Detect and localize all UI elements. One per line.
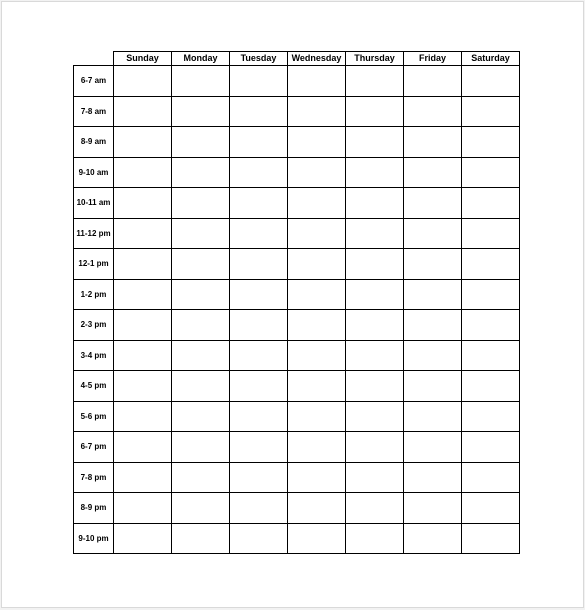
schedule-cell[interactable] [288, 157, 346, 188]
table-row [74, 401, 520, 432]
schedule-cell[interactable] [462, 310, 520, 341]
table-row [74, 249, 520, 280]
day-header-sunday: Sunday [114, 52, 172, 66]
schedule-cell[interactable] [462, 249, 520, 280]
schedule-cell[interactable] [288, 249, 346, 280]
schedule-cell[interactable] [462, 127, 520, 158]
schedule-cell[interactable] [230, 371, 288, 402]
table-row [74, 523, 520, 554]
schedule-cell[interactable] [462, 340, 520, 371]
schedule-cell[interactable] [230, 462, 288, 493]
schedule-cell[interactable] [172, 340, 230, 371]
schedule-cell[interactable] [288, 279, 346, 310]
schedule-cell[interactable] [462, 523, 520, 554]
schedule-cell[interactable] [462, 462, 520, 493]
schedule-cell[interactable] [172, 462, 230, 493]
schedule-cell[interactable] [114, 127, 172, 158]
schedule-cell[interactable] [404, 218, 462, 249]
schedule-cell[interactable] [114, 249, 172, 280]
table-row [74, 96, 520, 127]
schedule-cell[interactable] [230, 188, 288, 219]
table-row [74, 66, 520, 97]
schedule-cell[interactable] [462, 66, 520, 97]
schedule-cell[interactable] [114, 188, 172, 219]
schedule-cell[interactable] [172, 218, 230, 249]
schedule-cell[interactable] [288, 432, 346, 463]
time-slot-label: 7-8 pm [74, 462, 114, 493]
time-slot-label: 2-3 pm [74, 310, 114, 341]
schedule-cell[interactable] [230, 493, 288, 524]
schedule-cell[interactable] [346, 462, 404, 493]
table-row [74, 371, 520, 402]
schedule-cell[interactable] [462, 401, 520, 432]
time-slot-label: 9-10 am [74, 157, 114, 188]
schedule-cell[interactable] [172, 493, 230, 524]
schedule-cell[interactable] [462, 218, 520, 249]
schedule-cell[interactable] [288, 127, 346, 158]
schedule-cell[interactable] [288, 66, 346, 97]
schedule-cell[interactable] [404, 310, 462, 341]
schedule-cell[interactable] [172, 249, 230, 280]
schedule-cell[interactable] [230, 157, 288, 188]
day-header-tuesday: Tuesday [230, 52, 288, 66]
schedule-cell[interactable] [288, 340, 346, 371]
schedule-cell[interactable] [288, 96, 346, 127]
schedule-cell[interactable] [462, 157, 520, 188]
schedule-cell[interactable] [172, 96, 230, 127]
time-slot-label: 3-4 pm [74, 340, 114, 371]
schedule-cell[interactable] [114, 310, 172, 341]
time-slot-label: 1-2 pm [74, 279, 114, 310]
schedule-cell[interactable] [346, 279, 404, 310]
schedule-cell[interactable] [114, 218, 172, 249]
schedule-cell[interactable] [404, 96, 462, 127]
table-row [74, 127, 520, 158]
schedule-cell[interactable] [172, 432, 230, 463]
table-row [74, 310, 520, 341]
schedule-cell[interactable] [172, 157, 230, 188]
schedule-cell[interactable] [346, 188, 404, 219]
schedule-cell[interactable] [172, 401, 230, 432]
schedule-cell[interactable] [346, 523, 404, 554]
schedule-cell[interactable] [230, 340, 288, 371]
schedule-cell[interactable] [288, 462, 346, 493]
time-slot-label: 5-6 pm [74, 401, 114, 432]
time-slot-label: 11-12 pm [74, 218, 114, 249]
schedule-cell[interactable] [230, 249, 288, 280]
schedule-cell[interactable] [462, 279, 520, 310]
schedule-cell[interactable] [114, 523, 172, 554]
table-row [74, 279, 520, 310]
schedule-cell[interactable] [172, 523, 230, 554]
schedule-cell[interactable] [172, 188, 230, 219]
schedule-cell[interactable] [288, 218, 346, 249]
schedule-cell[interactable] [114, 462, 172, 493]
time-slot-label: 9-10 pm [74, 523, 114, 554]
time-slot-label: 8-9 pm [74, 493, 114, 524]
day-header-thursday: Thursday [346, 52, 404, 66]
time-slot-label: 12-1 pm [74, 249, 114, 280]
time-slot-label: 7-8 am [74, 96, 114, 127]
schedule-cell[interactable] [172, 310, 230, 341]
schedule-cell[interactable] [172, 279, 230, 310]
schedule-cell[interactable] [288, 401, 346, 432]
table-row [74, 188, 520, 219]
day-header-saturday: Saturday [462, 52, 520, 66]
time-slot-label: 8-9 am [74, 127, 114, 158]
table-row [74, 218, 520, 249]
schedule-cell[interactable] [346, 493, 404, 524]
schedule-cell[interactable] [346, 218, 404, 249]
schedule-cell[interactable] [114, 401, 172, 432]
schedule-cell[interactable] [288, 523, 346, 554]
schedule-cell[interactable] [114, 157, 172, 188]
schedule-cell[interactable] [404, 279, 462, 310]
schedule-cell[interactable] [172, 66, 230, 97]
table-row [74, 157, 520, 188]
schedule-cell[interactable] [404, 371, 462, 402]
schedule-cell[interactable] [404, 432, 462, 463]
table-row [74, 462, 520, 493]
schedule-cell[interactable] [404, 188, 462, 219]
schedule-cell[interactable] [114, 66, 172, 97]
schedule-cell[interactable] [346, 432, 404, 463]
table-row [74, 340, 520, 371]
schedule-cell[interactable] [462, 371, 520, 402]
schedule-cell[interactable] [346, 340, 404, 371]
schedule-cell[interactable] [230, 523, 288, 554]
schedule-cell[interactable] [230, 401, 288, 432]
schedule-cell[interactable] [230, 279, 288, 310]
schedule-cell[interactable] [230, 432, 288, 463]
schedule-cell[interactable] [230, 218, 288, 249]
schedule-cell[interactable] [346, 249, 404, 280]
schedule-cell[interactable] [114, 279, 172, 310]
schedule-cell[interactable] [346, 310, 404, 341]
corner-cell [74, 52, 114, 66]
schedule-cell[interactable] [230, 66, 288, 97]
day-header-row [74, 52, 520, 66]
schedule-cell[interactable] [404, 462, 462, 493]
schedule-cell[interactable] [114, 371, 172, 402]
weekly-schedule-table [73, 51, 520, 554]
time-slot-label: 6-7 am [74, 66, 114, 97]
schedule-cell[interactable] [114, 432, 172, 463]
schedule-cell[interactable] [404, 157, 462, 188]
schedule-cell[interactable] [288, 188, 346, 219]
schedule-cell[interactable] [404, 401, 462, 432]
time-slot-label: 6-7 pm [74, 432, 114, 463]
document-page [1, 1, 584, 608]
day-header-monday: Monday [172, 52, 230, 66]
schedule-cell[interactable] [172, 371, 230, 402]
schedule-cell[interactable] [114, 96, 172, 127]
schedule-cell[interactable] [346, 401, 404, 432]
schedule-cell[interactable] [230, 96, 288, 127]
schedule-cell[interactable] [462, 493, 520, 524]
time-slot-label: 10-11 am [74, 188, 114, 219]
schedule-cell[interactable] [288, 310, 346, 341]
table-row [74, 432, 520, 463]
schedule-cell[interactable] [288, 371, 346, 402]
schedule-cell[interactable] [462, 432, 520, 463]
day-header-wednesday: Wednesday [288, 52, 346, 66]
schedule-cell[interactable] [346, 127, 404, 158]
schedule-cell[interactable] [230, 127, 288, 158]
schedule-cell[interactable] [404, 523, 462, 554]
schedule-cell[interactable] [114, 493, 172, 524]
day-header-friday: Friday [404, 52, 462, 66]
table-row [74, 493, 520, 524]
schedule-cell[interactable] [404, 127, 462, 158]
schedule-cell[interactable] [346, 96, 404, 127]
schedule-cell[interactable] [404, 493, 462, 524]
schedule-cell[interactable] [404, 66, 462, 97]
schedule-cell[interactable] [404, 249, 462, 280]
schedule-cell[interactable] [114, 340, 172, 371]
schedule-cell[interactable] [288, 493, 346, 524]
schedule-cell[interactable] [346, 371, 404, 402]
time-slot-label: 4-5 pm [74, 371, 114, 402]
schedule-cell[interactable] [172, 127, 230, 158]
schedule-cell[interactable] [230, 310, 288, 341]
schedule-cell[interactable] [462, 188, 520, 219]
schedule-body [74, 66, 520, 554]
schedule-cell[interactable] [404, 340, 462, 371]
schedule-cell[interactable] [462, 96, 520, 127]
schedule-cell[interactable] [346, 66, 404, 97]
schedule-cell[interactable] [346, 157, 404, 188]
